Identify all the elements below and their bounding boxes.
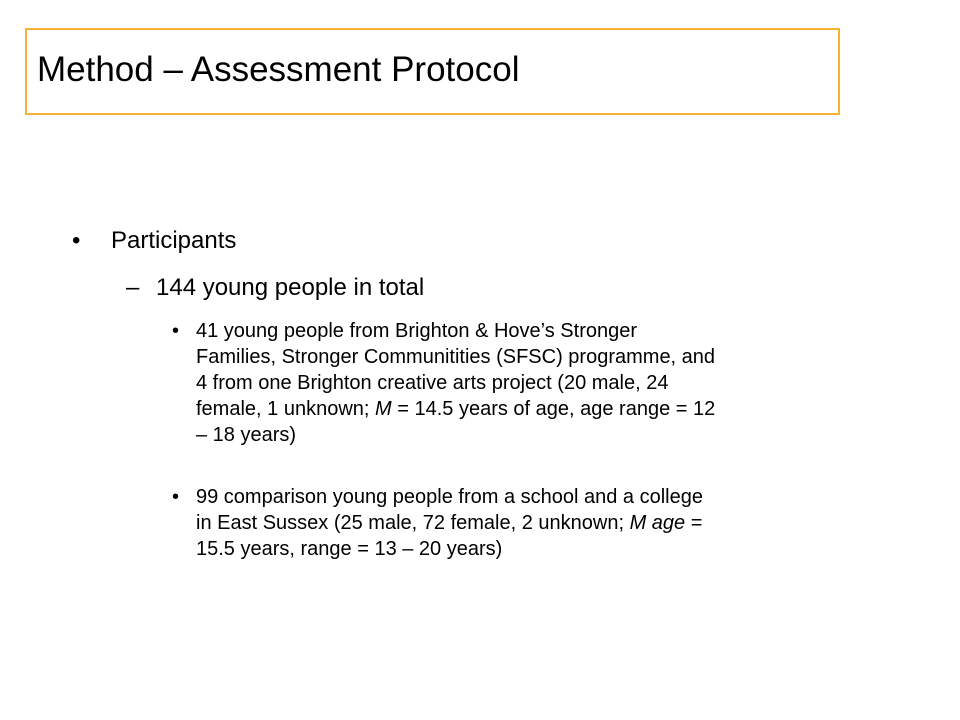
participants-group-comparison	[196, 484, 896, 562]
mean-symbol: M	[375, 398, 392, 420]
bullet-icon: •	[72, 227, 81, 254]
mean-age-symbol: M age	[629, 512, 686, 534]
slide-title: Method – Assessment Protocol	[37, 50, 520, 89]
bullet-icon: •	[172, 486, 180, 508]
text-line: Families, Stronger Communitities (SFSC) programme, and	[196, 346, 716, 368]
text-line: 99 comparison young people from a school and a college	[196, 486, 703, 508]
text-segment: =	[685, 512, 703, 534]
bullet-icon: •	[172, 320, 180, 342]
dash-icon: –	[126, 274, 140, 301]
text-line: 15.5 years, range = 13 – 20 years)	[196, 538, 503, 560]
text-segment: in East Sussex (25 male, 72 female, 2 unknown;	[196, 512, 630, 534]
participants-group-sfsc	[196, 318, 896, 448]
text-line	[196, 396, 896, 422]
participants-total: 144 young people in total	[156, 274, 425, 301]
text-segment: = 14.5 years of age, age range = 12	[391, 398, 716, 420]
text-line: 4 from one Brighton creative arts project (20 male, 24	[196, 372, 669, 394]
participants-heading: Participants	[111, 227, 237, 254]
text-line: – 18 years)	[196, 424, 297, 446]
text-segment: female, 1 unknown;	[196, 398, 375, 420]
text-line	[196, 510, 896, 536]
text-line: 41 young people from Brighton & Hove’s Stronger	[196, 320, 638, 342]
